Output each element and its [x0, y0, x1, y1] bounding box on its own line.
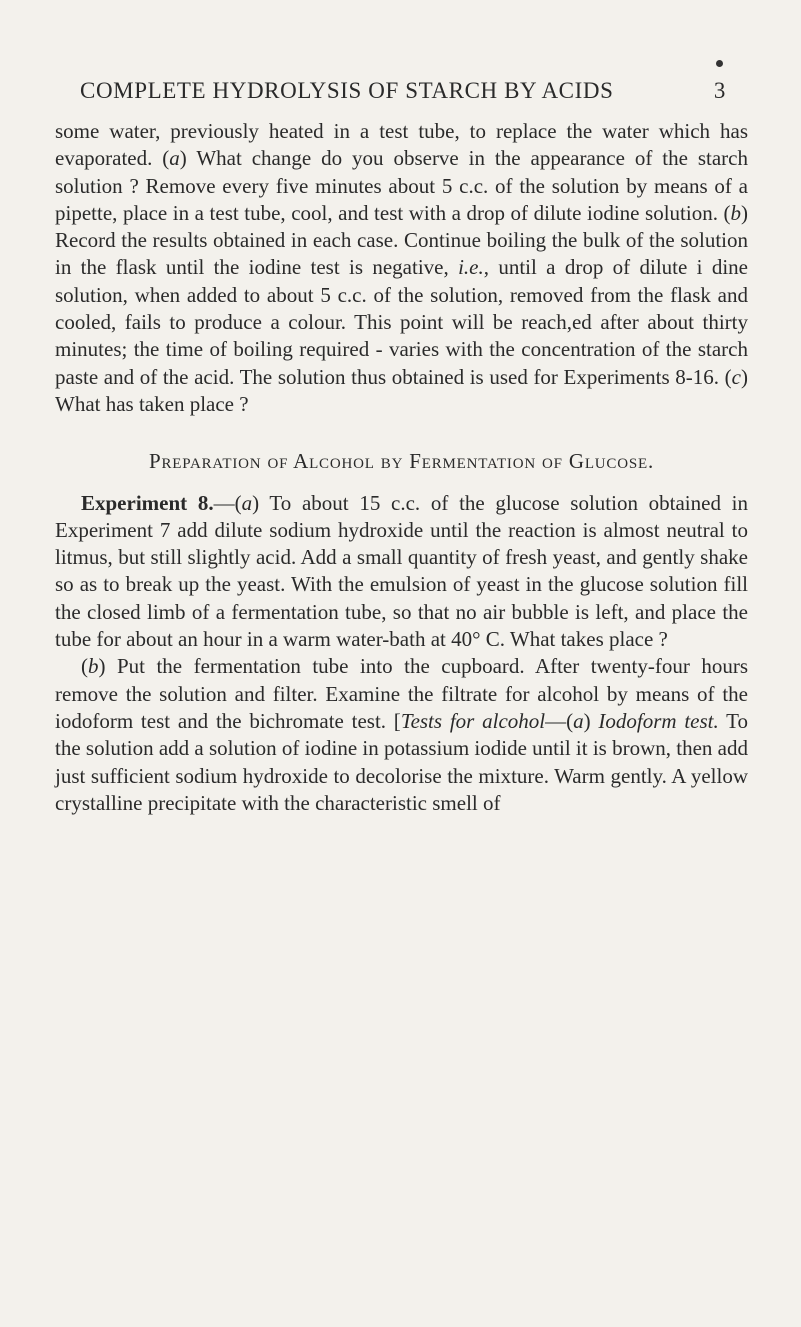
paragraph-continued: some water, previously heated in a test tube, to replace the water which has evaporated. (a) What change do you observe in the appearance of the starch solution ? Remove every five minutes about 5 c.c. of the solution by means of a pipette, place in a test tube, cool, and test with a drop of dilute iodine solution. (b) Record the results obtained in each case. Continue boiling the bulk of the solution in the flask until the iodine test is negative, i.e., until a drop of dilute i dine solution, when added to about 5 c.c. of the solution, removed from the flask and cooled, fails to produce a colour. This point will be reach,ed after about thirty minutes; the time of boiling required - varies with the concentration of the starch paste and of the acid. The solution thus obtained is used for Experiments 8-16. (c) What has taken place ? [55, 119, 748, 416]
body-text [55, 118, 748, 817]
section-heading: Preparation of Alcohol by Fermentation of Glucose. [148, 449, 655, 474]
ink-dot [716, 60, 723, 67]
experiment-8-paragraph: Experiment 8.—(a) To about 15 c.c. of the glucose solution obtained in Experiment 7 add dilute sodium hydroxide until the reaction is almost neutral to litmus, but still slightly acid. Add a small quantity of fresh yeast, and gently shake so as to break up the yeast. With the emulsion of yeast in the glucose solution fill the closed limb of a fermentation tube, so that no air bubble is left, and place the tube for about an hour in a warm water-bath at 40° C. What takes place ? [55, 490, 749, 652]
experiment-label: Experiment 8. [81, 490, 214, 515]
running-header [80, 78, 726, 104]
paragraph-b: (b) Put the fermentation tube into the cupboard. After twenty-four hours remove the solution and filter. Examine the filtrate for alcohol by means of the iodoform test and the bichromate test. [Tests for alcohol—(a) Iodoform test. To the solution add a solution of iodine in potassium iodide until it is brown, then add just sufficient sodium hydroxide to decolorise the mixture. Warm gently. A yellow crystalline precipitate with the characteristic smell of [55, 654, 749, 815]
page-number: 3 [713, 78, 726, 103]
header-title: COMPLETE HYDROLYSIS OF STARCH BY ACIDS [80, 78, 614, 103]
